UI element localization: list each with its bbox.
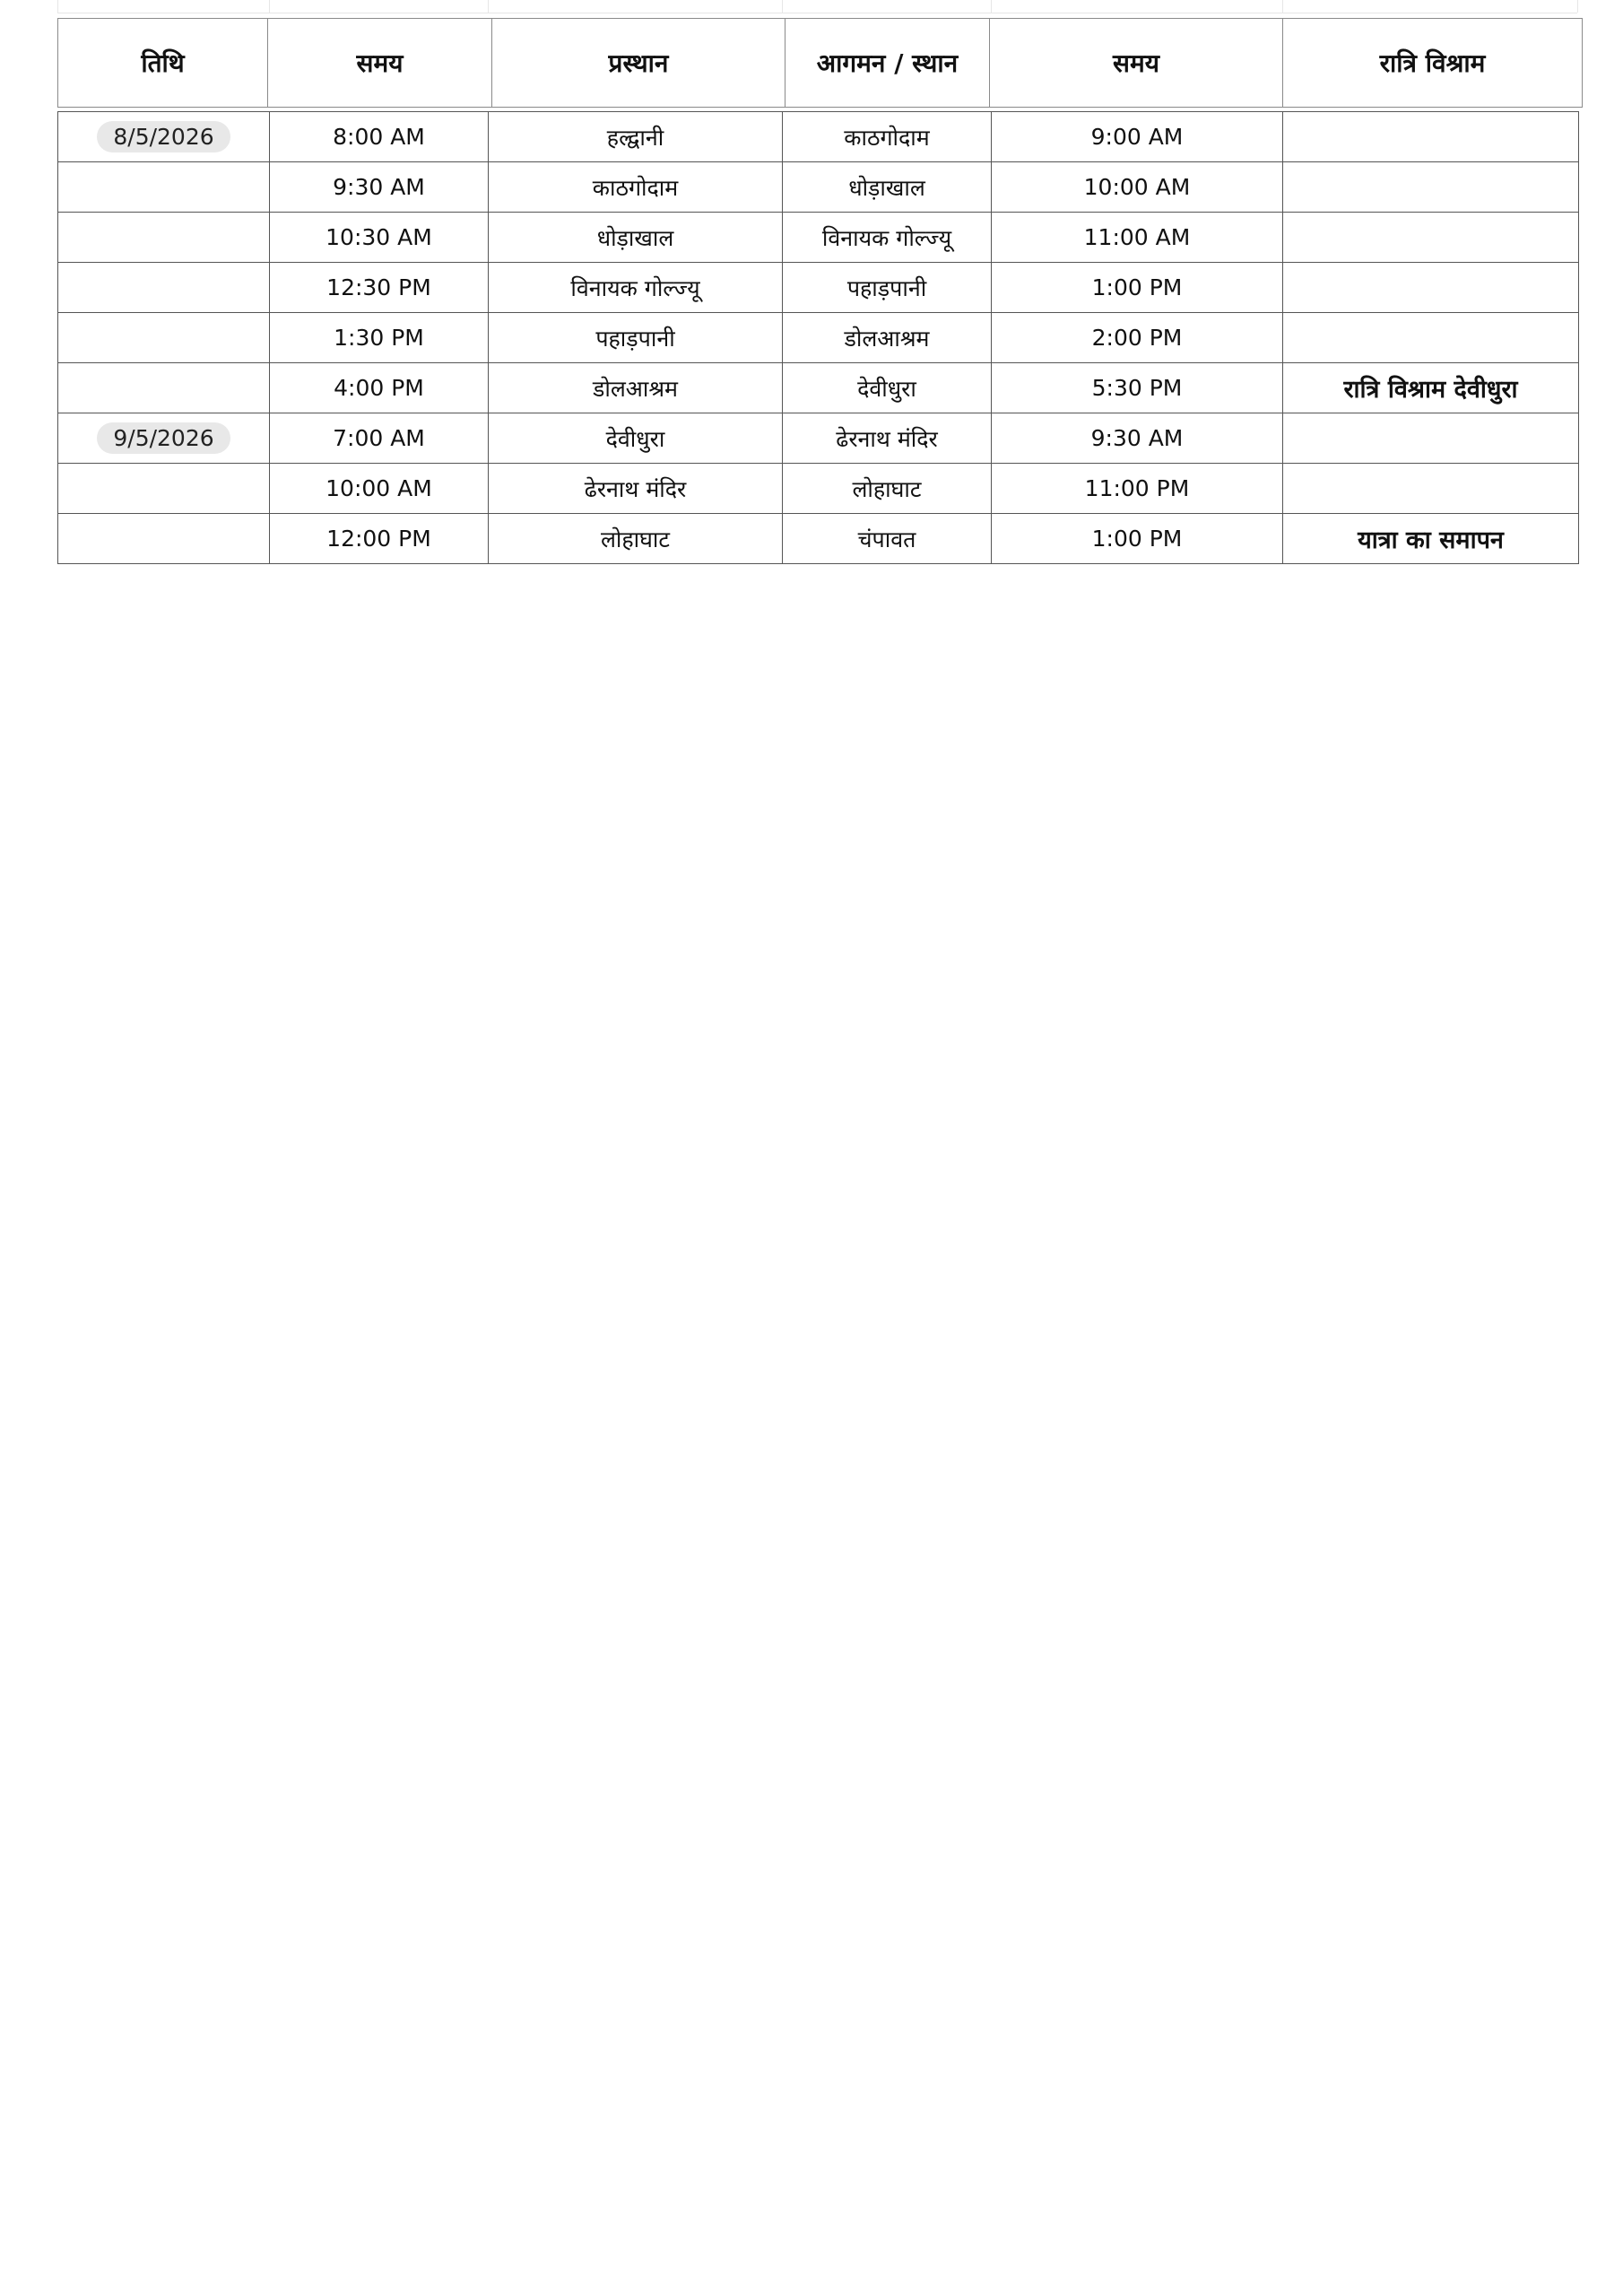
arrival-time-cell: 10:00 AM bbox=[992, 162, 1283, 213]
header-date: तिथि bbox=[58, 19, 268, 107]
departure-time-cell: 10:30 AM bbox=[270, 213, 489, 263]
table-row bbox=[58, 363, 1579, 413]
arrival-time-cell: 11:00 AM bbox=[992, 213, 1283, 263]
night-stay-cell bbox=[1283, 112, 1579, 162]
night-stay-cell bbox=[1283, 464, 1579, 514]
date-cell bbox=[58, 112, 270, 162]
night-stay-cell: रात्रि विश्राम देवीधुरा bbox=[1283, 363, 1579, 413]
arrival-time-cell: 11:00 PM bbox=[992, 464, 1283, 514]
departure-time-cell: 1:30 PM bbox=[270, 313, 489, 363]
departure-place-cell: काठगोदाम bbox=[489, 162, 783, 213]
date-cell bbox=[58, 313, 270, 363]
table-row bbox=[58, 464, 1579, 514]
table-row bbox=[58, 112, 1579, 162]
date-cell bbox=[58, 464, 270, 514]
table-row bbox=[58, 413, 1579, 464]
arrival-place-cell: काठगोदाम bbox=[783, 112, 992, 162]
departure-place-cell: देवीधुरा bbox=[489, 413, 783, 464]
departure-place-cell: हल्द्वानी bbox=[489, 112, 783, 162]
spreadsheet-grid-remnant bbox=[57, 0, 1577, 13]
departure-place-cell: लोहाघाट bbox=[489, 514, 783, 564]
date-cell bbox=[58, 363, 270, 413]
arrival-place-cell: चंपावत bbox=[783, 514, 992, 564]
arrival-time-cell: 9:30 AM bbox=[992, 413, 1283, 464]
arrival-place-cell: लोहाघाट bbox=[783, 464, 992, 514]
date-cell bbox=[58, 514, 270, 564]
departure-time-cell: 12:30 PM bbox=[270, 263, 489, 313]
departure-time-cell: 10:00 AM bbox=[270, 464, 489, 514]
night-stay-cell bbox=[1283, 263, 1579, 313]
night-stay-cell bbox=[1283, 313, 1579, 363]
table-row bbox=[58, 263, 1579, 313]
header-departure: प्रस्थान bbox=[492, 19, 785, 107]
header-departure-time: समय bbox=[268, 19, 492, 107]
table-header bbox=[57, 18, 1583, 108]
date-cell bbox=[58, 263, 270, 313]
arrival-time-cell: 1:00 PM bbox=[992, 263, 1283, 313]
night-stay-cell bbox=[1283, 413, 1579, 464]
header-night-stay: रात्रि विश्राम bbox=[1379, 48, 1486, 78]
night-stay-cell bbox=[1283, 162, 1579, 213]
departure-place-cell: ढेरनाथ मंदिर bbox=[489, 464, 783, 514]
arrival-time-cell: 9:00 AM bbox=[992, 112, 1283, 162]
date-cell bbox=[58, 413, 270, 464]
departure-place-cell: डोलआश्रम bbox=[489, 363, 783, 413]
departure-place-cell: पहाड़पानी bbox=[489, 313, 783, 363]
arrival-place-cell: धोड़ाखाल bbox=[783, 162, 992, 213]
arrival-place-cell: विनायक गोल्ज्यू bbox=[783, 213, 992, 263]
departure-time-cell: 4:00 PM bbox=[270, 363, 489, 413]
departure-time-cell: 12:00 PM bbox=[270, 514, 489, 564]
night-stay-cell: यात्रा का समापन bbox=[1283, 514, 1579, 564]
arrival-time-cell: 5:30 PM bbox=[992, 363, 1283, 413]
date-cell bbox=[58, 162, 270, 213]
itinerary-table bbox=[57, 111, 1579, 564]
date-cell bbox=[58, 213, 270, 263]
arrival-time-cell: 2:00 PM bbox=[992, 313, 1283, 363]
departure-time-cell: 8:00 AM bbox=[270, 112, 489, 162]
arrival-place-cell: ढेरनाथ मंदिर bbox=[783, 413, 992, 464]
arrival-place-cell: पहाड़पानी bbox=[783, 263, 992, 313]
date-chip: 9/5/2026 bbox=[97, 422, 230, 454]
departure-place-cell: धोड़ाखाल bbox=[489, 213, 783, 263]
table-row bbox=[58, 213, 1579, 263]
date-chip: 8/5/2026 bbox=[97, 121, 230, 152]
table-row bbox=[58, 514, 1579, 564]
departure-time-cell: 7:00 AM bbox=[270, 413, 489, 464]
arrival-place-cell: डोलआश्रम bbox=[783, 313, 992, 363]
table-row bbox=[58, 162, 1579, 213]
header-arrival-time: समय bbox=[990, 19, 1283, 107]
departure-place-cell: विनायक गोल्ज्यू bbox=[489, 263, 783, 313]
header-arrival-place: आगमन / स्थान bbox=[785, 19, 990, 107]
night-stay-cell bbox=[1283, 213, 1579, 263]
table-row bbox=[58, 313, 1579, 363]
arrival-place-cell: देवीधुरा bbox=[783, 363, 992, 413]
departure-time-cell: 9:30 AM bbox=[270, 162, 489, 213]
arrival-time-cell: 1:00 PM bbox=[992, 514, 1283, 564]
